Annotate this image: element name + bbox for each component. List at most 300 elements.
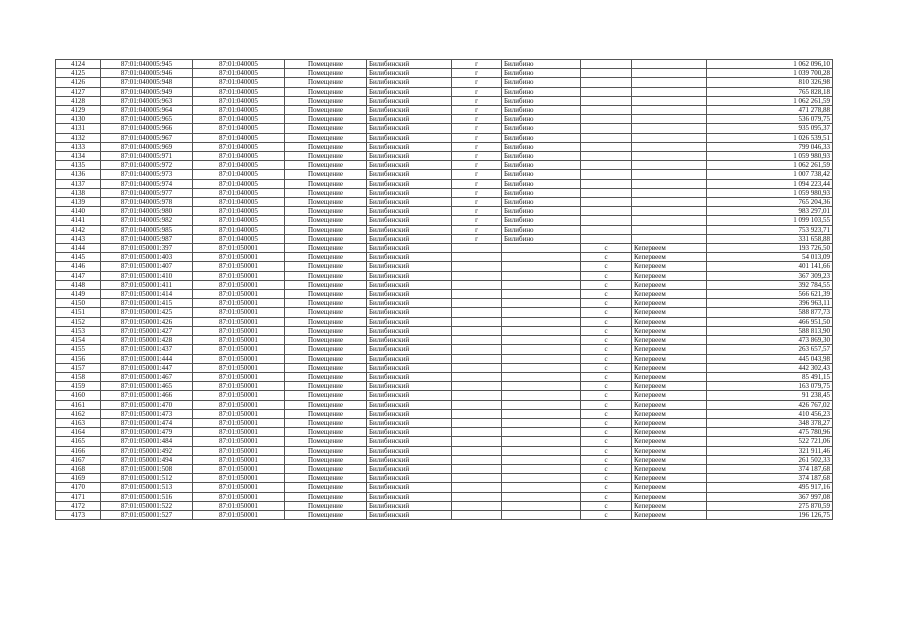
cell-locality (632, 78, 707, 87)
cell-cadastral-number: 87:01:050001:407 (101, 262, 193, 271)
cell-row-number: 4150 (56, 299, 101, 308)
cell-cadastral-number: 87:01:040005:977 (101, 188, 193, 197)
cell-settlement-type: г (452, 96, 502, 105)
cell-cadastral-block: 87:01:040005 (193, 152, 285, 161)
cell-settlement-type (452, 345, 502, 354)
table-row (56, 253, 833, 262)
cell-cadastral-value: 396 963,11 (707, 299, 833, 308)
cell-object-type: Помещение (285, 501, 367, 510)
cell-settlement-type (452, 418, 502, 427)
cell-cadastral-value: 473 869,30 (707, 336, 833, 345)
cell-settlement (502, 299, 581, 308)
cell-district: Билибинский (367, 87, 452, 96)
cell-district: Билибинский (367, 409, 452, 418)
table-row (56, 409, 833, 418)
cell-row-number: 4163 (56, 418, 101, 427)
cell-cadastral-value: 91 238,45 (707, 391, 833, 400)
cell-locality (632, 198, 707, 207)
cell-locality: Кепервеем (632, 418, 707, 427)
cell-cadastral-value: 196 126,75 (707, 510, 833, 519)
cell-cadastral-value: 348 378,27 (707, 418, 833, 427)
cadastral-table (55, 59, 833, 520)
cell-cadastral-block: 87:01:050001 (193, 345, 285, 354)
cell-cadastral-number: 87:01:050001:513 (101, 483, 193, 492)
cell-row-number: 4161 (56, 400, 101, 409)
table-row (56, 492, 833, 501)
cell-cadastral-block: 87:01:050001 (193, 437, 285, 446)
cell-object-type: Помещение (285, 299, 367, 308)
cell-cadastral-value: 401 141,66 (707, 262, 833, 271)
cell-cadastral-block: 87:01:050001 (193, 317, 285, 326)
cell-locality: Кепервеем (632, 253, 707, 262)
cell-settlement-type (452, 492, 502, 501)
cell-locality: Кепервеем (632, 501, 707, 510)
table-row (56, 483, 833, 492)
cell-district: Билибинский (367, 455, 452, 464)
cell-cadastral-value: 445 043,98 (707, 354, 833, 363)
cell-district: Билибинский (367, 474, 452, 483)
cell-locality-type (581, 115, 632, 124)
cell-row-number: 4141 (56, 216, 101, 225)
cell-cadastral-number: 87:01:050001:425 (101, 308, 193, 317)
cell-cadastral-number: 87:01:050001:411 (101, 280, 193, 289)
table-row (56, 464, 833, 473)
cell-locality-type (581, 60, 632, 69)
cell-district: Билибинский (367, 271, 452, 280)
cell-object-type: Помещение (285, 225, 367, 234)
cell-settlement (502, 271, 581, 280)
cell-settlement (502, 418, 581, 427)
cell-cadastral-number: 87:01:040005:971 (101, 152, 193, 161)
cell-district: Билибинский (367, 308, 452, 317)
cell-cadastral-block: 87:01:050001 (193, 253, 285, 262)
cell-locality-type: с (581, 409, 632, 418)
cell-cadastral-number: 87:01:050001:494 (101, 455, 193, 464)
table-row (56, 96, 833, 105)
cell-settlement-type: г (452, 124, 502, 133)
cell-cadastral-block: 87:01:050001 (193, 372, 285, 381)
cell-cadastral-value: 1 094 223,44 (707, 179, 833, 188)
cell-object-type: Помещение (285, 179, 367, 188)
cell-row-number: 4127 (56, 87, 101, 96)
cell-row-number: 4160 (56, 391, 101, 400)
cell-locality: Кепервеем (632, 382, 707, 391)
cell-settlement: Билибино (502, 188, 581, 197)
cell-row-number: 4142 (56, 225, 101, 234)
cell-settlement: Билибино (502, 198, 581, 207)
cell-locality: Кепервеем (632, 244, 707, 253)
cell-row-number: 4151 (56, 308, 101, 317)
cell-locality: Кепервеем (632, 409, 707, 418)
cell-settlement: Билибино (502, 106, 581, 115)
cell-settlement-type (452, 510, 502, 519)
cell-settlement-type: г (452, 179, 502, 188)
cell-district: Билибинский (367, 483, 452, 492)
cell-district: Билибинский (367, 326, 452, 335)
table-row (56, 161, 833, 170)
cell-cadastral-number: 87:01:040005:985 (101, 225, 193, 234)
cell-district: Билибинский (367, 244, 452, 253)
cell-district: Билибинский (367, 234, 452, 243)
cell-cadastral-value: 1 039 700,28 (707, 69, 833, 78)
cell-cadastral-block: 87:01:040005 (193, 161, 285, 170)
cell-object-type: Помещение (285, 354, 367, 363)
cell-cadastral-block: 87:01:050001 (193, 492, 285, 501)
cell-row-number: 4165 (56, 437, 101, 446)
cell-cadastral-block: 87:01:050001 (193, 455, 285, 464)
cell-cadastral-number: 87:01:050001:427 (101, 326, 193, 335)
cell-settlement: Билибино (502, 142, 581, 151)
cell-row-number: 4172 (56, 501, 101, 510)
table-row (56, 280, 833, 289)
cell-row-number: 4144 (56, 244, 101, 253)
cell-row-number: 4130 (56, 115, 101, 124)
cell-district: Билибинский (367, 262, 452, 271)
cell-settlement-type (452, 244, 502, 253)
cell-cadastral-value: 261 502,33 (707, 455, 833, 464)
cell-locality-type (581, 198, 632, 207)
cell-district: Билибинский (367, 418, 452, 427)
cell-row-number: 4154 (56, 336, 101, 345)
cell-locality-type (581, 225, 632, 234)
cell-locality (632, 106, 707, 115)
table-row (56, 290, 833, 299)
cell-cadastral-number: 87:01:050001:437 (101, 345, 193, 354)
cell-locality-type: с (581, 382, 632, 391)
cell-cadastral-value: 536 079,75 (707, 115, 833, 124)
cell-cadastral-block: 87:01:040005 (193, 87, 285, 96)
cell-row-number: 4157 (56, 363, 101, 372)
cell-cadastral-block: 87:01:040005 (193, 142, 285, 151)
table-row (56, 455, 833, 464)
cell-settlement (502, 437, 581, 446)
cell-cadastral-value: 275 870,59 (707, 501, 833, 510)
cell-cadastral-number: 87:01:040005:946 (101, 69, 193, 78)
cell-locality-type: с (581, 437, 632, 446)
cell-cadastral-value: 367 309,23 (707, 271, 833, 280)
cell-row-number: 4170 (56, 483, 101, 492)
cell-locality (632, 142, 707, 151)
cell-locality-type: с (581, 400, 632, 409)
cell-object-type: Помещение (285, 345, 367, 354)
cell-cadastral-number: 87:01:040005:949 (101, 87, 193, 96)
cell-object-type: Помещение (285, 455, 367, 464)
cell-locality (632, 96, 707, 105)
cell-locality: Кепервеем (632, 308, 707, 317)
cell-row-number: 4162 (56, 409, 101, 418)
cell-object-type: Помещение (285, 336, 367, 345)
table-row (56, 299, 833, 308)
cell-object-type: Помещение (285, 326, 367, 335)
cell-row-number: 4126 (56, 78, 101, 87)
cell-cadastral-block: 87:01:040005 (193, 96, 285, 105)
cell-district: Билибинский (367, 501, 452, 510)
cell-cadastral-value: 321 911,46 (707, 446, 833, 455)
cell-locality: Кепервеем (632, 326, 707, 335)
cell-district: Билибинский (367, 400, 452, 409)
cell-settlement (502, 336, 581, 345)
cell-district: Билибинский (367, 363, 452, 372)
cell-cadastral-number: 87:01:040005:982 (101, 216, 193, 225)
cell-settlement-type: г (452, 106, 502, 115)
cell-locality (632, 170, 707, 179)
cell-settlement-type (452, 474, 502, 483)
cell-object-type: Помещение (285, 290, 367, 299)
cell-locality: Кепервеем (632, 290, 707, 299)
cell-settlement-type (452, 409, 502, 418)
cell-cadastral-number: 87:01:040005:972 (101, 161, 193, 170)
cell-district: Билибинский (367, 133, 452, 142)
cell-settlement-type (452, 483, 502, 492)
cell-locality (632, 69, 707, 78)
cell-cadastral-number: 87:01:040005:945 (101, 60, 193, 69)
cell-cadastral-block: 87:01:050001 (193, 391, 285, 400)
table-row (56, 87, 833, 96)
cell-locality (632, 179, 707, 188)
cell-object-type: Помещение (285, 78, 367, 87)
cell-row-number: 4129 (56, 106, 101, 115)
cell-settlement (502, 409, 581, 418)
cell-cadastral-value: 392 784,55 (707, 280, 833, 289)
cell-cadastral-block: 87:01:050001 (193, 290, 285, 299)
cell-settlement: Билибино (502, 161, 581, 170)
cell-cadastral-number: 87:01:050001:467 (101, 372, 193, 381)
cell-district: Билибинский (367, 464, 452, 473)
cell-locality-type: с (581, 446, 632, 455)
cell-locality-type: с (581, 244, 632, 253)
cell-cadastral-value: 1 026 539,51 (707, 133, 833, 142)
cell-cadastral-value: 331 658,88 (707, 234, 833, 243)
cell-object-type: Помещение (285, 133, 367, 142)
cell-settlement: Билибино (502, 124, 581, 133)
cell-cadastral-block: 87:01:050001 (193, 336, 285, 345)
cell-settlement: Билибино (502, 225, 581, 234)
cell-district: Билибинский (367, 446, 452, 455)
cell-object-type: Помещение (285, 464, 367, 473)
table-row (56, 142, 833, 151)
cell-object-type: Помещение (285, 372, 367, 381)
cell-locality: Кепервеем (632, 354, 707, 363)
cell-locality-type (581, 207, 632, 216)
cell-settlement (502, 474, 581, 483)
cell-locality: Кепервеем (632, 372, 707, 381)
cell-cadastral-block: 87:01:050001 (193, 428, 285, 437)
cell-row-number: 4148 (56, 280, 101, 289)
cell-row-number: 4155 (56, 345, 101, 354)
cell-cadastral-value: 588 877,73 (707, 308, 833, 317)
cell-row-number: 4146 (56, 262, 101, 271)
cell-locality-type: с (581, 345, 632, 354)
cell-locality-type: с (581, 308, 632, 317)
cell-locality-type: с (581, 326, 632, 335)
cell-cadastral-value: 983 297,01 (707, 207, 833, 216)
cell-settlement (502, 428, 581, 437)
cell-district: Билибинский (367, 198, 452, 207)
cell-cadastral-value: 193 726,50 (707, 244, 833, 253)
cell-object-type: Помещение (285, 244, 367, 253)
table-row (56, 418, 833, 427)
cell-object-type: Помещение (285, 428, 367, 437)
table-row (56, 152, 833, 161)
cell-settlement-type (452, 391, 502, 400)
cell-cadastral-value: 566 621,39 (707, 290, 833, 299)
cell-row-number: 4149 (56, 290, 101, 299)
table-row (56, 382, 833, 391)
cell-locality-type (581, 96, 632, 105)
cell-cadastral-value: 765 204,36 (707, 198, 833, 207)
cell-settlement-type (452, 372, 502, 381)
cell-cadastral-block: 87:01:040005 (193, 225, 285, 234)
cell-cadastral-block: 87:01:050001 (193, 464, 285, 473)
cell-cadastral-value: 263 657,57 (707, 345, 833, 354)
cell-cadastral-value: 765 828,18 (707, 87, 833, 96)
cell-district: Билибинский (367, 280, 452, 289)
cell-settlement (502, 400, 581, 409)
table-body (56, 60, 833, 520)
table-row (56, 345, 833, 354)
cell-settlement: Билибино (502, 179, 581, 188)
cell-object-type: Помещение (285, 207, 367, 216)
cell-locality-type (581, 216, 632, 225)
cell-cadastral-number: 87:01:050001:466 (101, 391, 193, 400)
cell-settlement-type (452, 271, 502, 280)
cell-settlement-type (452, 336, 502, 345)
cell-object-type: Помещение (285, 234, 367, 243)
cell-cadastral-number: 87:01:040005:969 (101, 142, 193, 151)
cell-cadastral-block: 87:01:050001 (193, 483, 285, 492)
cell-settlement (502, 326, 581, 335)
cell-locality-type: с (581, 290, 632, 299)
cell-object-type: Помещение (285, 262, 367, 271)
cell-locality: Кепервеем (632, 400, 707, 409)
cell-cadastral-block: 87:01:050001 (193, 400, 285, 409)
cell-object-type: Помещение (285, 474, 367, 483)
cell-locality-type: с (581, 354, 632, 363)
cell-district: Билибинский (367, 60, 452, 69)
cell-settlement-type (452, 363, 502, 372)
cell-cadastral-number: 87:01:040005:948 (101, 78, 193, 87)
cell-locality: Кепервеем (632, 345, 707, 354)
cell-row-number: 4137 (56, 179, 101, 188)
cell-cadastral-value: 367 997,08 (707, 492, 833, 501)
cell-cadastral-number: 87:01:050001:426 (101, 317, 193, 326)
cell-settlement (502, 290, 581, 299)
cell-object-type: Помещение (285, 198, 367, 207)
cell-cadastral-block: 87:01:040005 (193, 207, 285, 216)
cell-cadastral-block: 87:01:050001 (193, 280, 285, 289)
cell-row-number: 4168 (56, 464, 101, 473)
cell-row-number: 4153 (56, 326, 101, 335)
cell-object-type: Помещение (285, 87, 367, 96)
cell-cadastral-block: 87:01:050001 (193, 299, 285, 308)
cell-settlement-type: г (452, 234, 502, 243)
cell-settlement-type (452, 299, 502, 308)
cell-district: Билибинский (367, 372, 452, 381)
cell-row-number: 4133 (56, 142, 101, 151)
cell-settlement (502, 372, 581, 381)
cell-cadastral-value: 522 721,06 (707, 437, 833, 446)
cell-cadastral-number: 87:01:040005:980 (101, 207, 193, 216)
cell-cadastral-block: 87:01:040005 (193, 69, 285, 78)
cell-cadastral-value: 810 326,98 (707, 78, 833, 87)
cell-locality-type (581, 170, 632, 179)
cell-cadastral-number: 87:01:040005:987 (101, 234, 193, 243)
cell-locality: Кепервеем (632, 262, 707, 271)
cell-settlement (502, 446, 581, 455)
table-row (56, 115, 833, 124)
cell-locality-type (581, 133, 632, 142)
cell-settlement (502, 492, 581, 501)
cell-locality (632, 133, 707, 142)
cell-cadastral-number: 87:01:040005:963 (101, 96, 193, 105)
cell-cadastral-value: 374 187,68 (707, 474, 833, 483)
table-row (56, 372, 833, 381)
cell-row-number: 4156 (56, 354, 101, 363)
cell-cadastral-block: 87:01:040005 (193, 106, 285, 115)
cell-cadastral-value: 426 767,02 (707, 400, 833, 409)
cell-cadastral-block: 87:01:040005 (193, 188, 285, 197)
cell-row-number: 4124 (56, 60, 101, 69)
cell-cadastral-number: 87:01:050001:397 (101, 244, 193, 253)
cell-object-type: Помещение (285, 391, 367, 400)
cell-row-number: 4169 (56, 474, 101, 483)
cell-row-number: 4140 (56, 207, 101, 216)
table-row (56, 437, 833, 446)
cell-locality: Кепервеем (632, 455, 707, 464)
cell-cadastral-block: 87:01:050001 (193, 271, 285, 280)
cell-district: Билибинский (367, 188, 452, 197)
cell-cadastral-number: 87:01:050001:465 (101, 382, 193, 391)
cell-locality (632, 124, 707, 133)
table-row (56, 216, 833, 225)
cell-district: Билибинский (367, 69, 452, 78)
cell-settlement-type (452, 400, 502, 409)
cell-locality (632, 225, 707, 234)
cell-cadastral-block: 87:01:040005 (193, 133, 285, 142)
cell-settlement-type: г (452, 188, 502, 197)
cell-cadastral-value: 442 302,43 (707, 363, 833, 372)
cell-settlement (502, 354, 581, 363)
cell-settlement (502, 464, 581, 473)
cell-settlement-type (452, 464, 502, 473)
cell-cadastral-block: 87:01:050001 (193, 446, 285, 455)
cell-locality (632, 216, 707, 225)
cell-cadastral-value: 1 062 261,59 (707, 96, 833, 105)
cell-settlement-type (452, 308, 502, 317)
cell-district: Билибинский (367, 290, 452, 299)
cell-row-number: 4171 (56, 492, 101, 501)
cell-settlement-type (452, 455, 502, 464)
table-row (56, 106, 833, 115)
cell-object-type: Помещение (285, 308, 367, 317)
cell-row-number: 4134 (56, 152, 101, 161)
cell-locality-type: с (581, 317, 632, 326)
cell-settlement-type: г (452, 78, 502, 87)
table-row (56, 179, 833, 188)
cell-locality (632, 87, 707, 96)
cell-district: Билибинский (367, 317, 452, 326)
cell-locality-type: с (581, 391, 632, 400)
cell-object-type: Помещение (285, 280, 367, 289)
cell-district: Билибинский (367, 96, 452, 105)
cell-locality-type: с (581, 299, 632, 308)
cell-locality-type (581, 152, 632, 161)
cell-locality-type (581, 161, 632, 170)
cell-locality-type: с (581, 492, 632, 501)
table-row (56, 207, 833, 216)
cell-cadastral-number: 87:01:050001:403 (101, 253, 193, 262)
cell-cadastral-number: 87:01:040005:978 (101, 198, 193, 207)
